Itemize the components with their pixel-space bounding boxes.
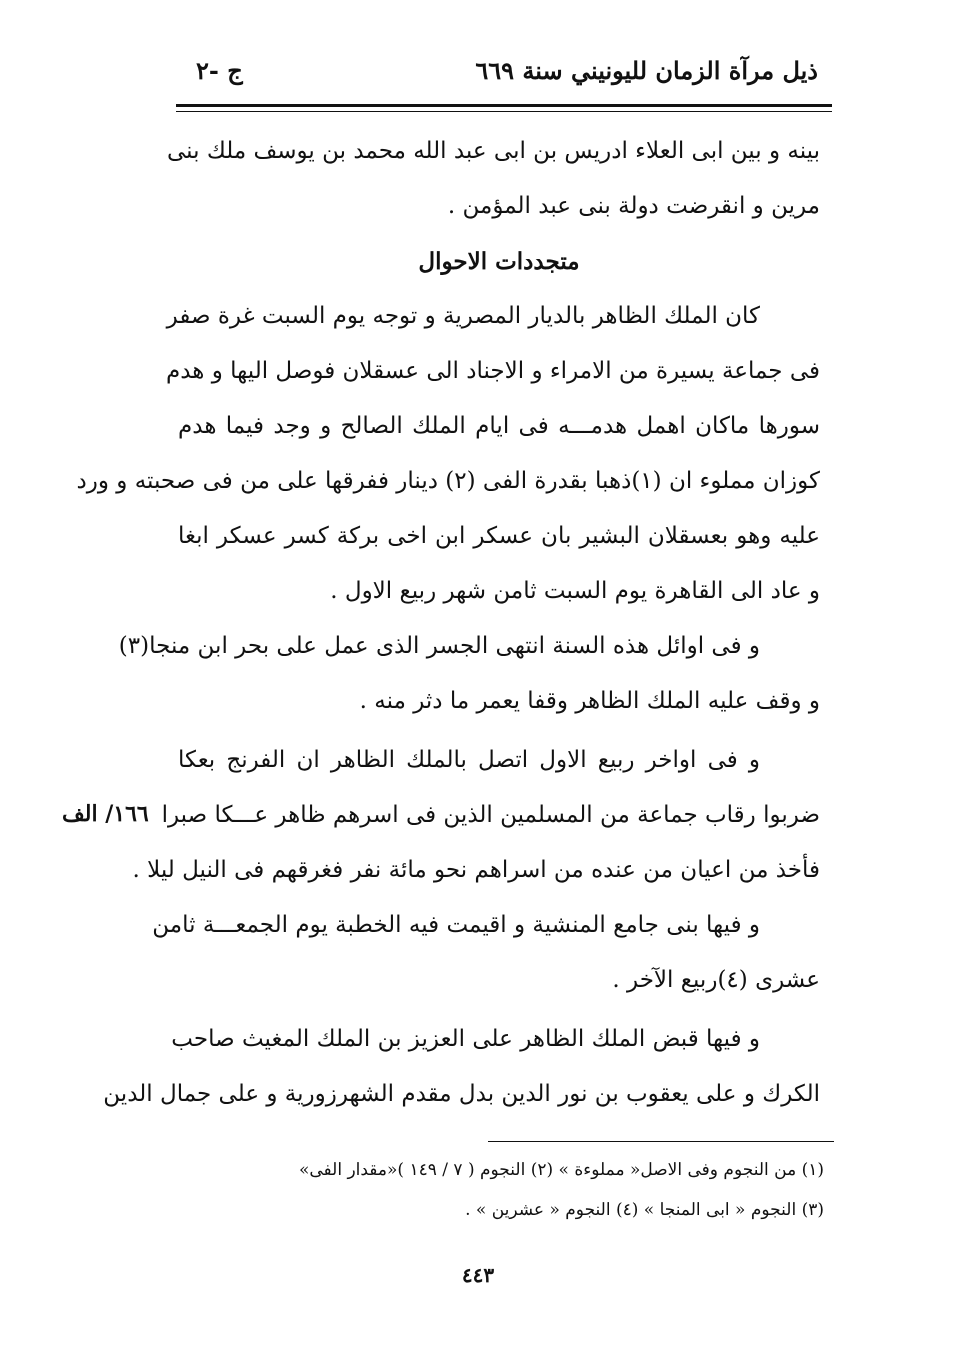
text-line: و فيها قبض الملك الظاهر على العزيز بن الملك المغيث صاحب [171, 1026, 760, 1052]
section-heading: متجددات الاحوال [418, 248, 580, 275]
text-line: عشرى (٤)ربيع الآخر . [612, 967, 820, 993]
text-line: و فى اوائل هذه السنة انتهى الجسر الذى عمل على بحر ابن منجا(٣) [118, 633, 760, 659]
running-header [178, 56, 818, 100]
text-line: بينه و بين ابى العلاء ادريس بن ابى عبد الله محمد بن يوسف ملك بنى [167, 138, 820, 164]
text-line: و وقف عليه الملك الظاهر وقفا يعمر ما دثر منه . [359, 688, 820, 714]
text-line: الكرك و على يعقوب بن نور الدين بدل مقدم الشهرزورية و على جمال الدين [103, 1081, 820, 1107]
text-line: فى جماعة يسيرة من الامراء و الاجناد الى عسقلان فوصل اليها و هدم [165, 358, 820, 384]
header-rule-thin [176, 111, 832, 112]
text-line: كوزان مملوء ان (١)ذهبا بقدرة الفى (٢) دينار ففرقها على من فى صحبته و ورد [76, 468, 820, 494]
header-title: ذيل مرآة الزمان لليونيني سنة ٦٦٩ [475, 56, 818, 85]
page-number: ٤٤٣ [461, 1263, 495, 1287]
text-line: و عاد الى القاهرة يوم السبت ثامن شهر ربيع الاول . [330, 578, 820, 604]
text-line: عليه وهو بعسقلان البشير بان عسكر ابن اخى بركة كسر عسكر ابغا [178, 523, 820, 549]
folio-margin-note: ١٦٦/ الف [62, 801, 149, 827]
header-rule [176, 104, 832, 107]
footnote: (٣) النجوم « ابى المنجا » (٤) النجوم « عشرين » . [465, 1200, 824, 1220]
text-line: مرين و انقرضت دولة بنى عبد المؤمن . [447, 193, 820, 219]
footnotes [178, 1150, 824, 1230]
header-volume: ج -٢ [196, 56, 243, 85]
text-line: سورها ماكان اهمل هدمـــه فى ايام الملك الصالح و وجد فيما هدم [178, 413, 820, 439]
text-line: فأخذ من اعيان من عنده من اسراهم نحو مائة نفر فغرقهم فى النيل ليلا . [132, 857, 820, 883]
text-line: و فيها بنى جامع المنشية و اقيمت فيه الخطبة يوم الجمعـــة ثامن [152, 912, 760, 938]
footnote: (١) من النجوم وفى الاصل« مملوءة » (٢) النجوم ( ٧ / ١٤٩ )«مقدار الفى» [298, 1160, 824, 1180]
text-line: و فى اواخر ربيع الاول اتصل بالملك الظاهر ان الفرنج بعكا [178, 747, 760, 773]
footnote-rule [488, 1141, 834, 1142]
text-line: كان الملك الظاهر بالديار المصرية و توجه يوم السبت غرة صفر [166, 303, 760, 329]
text-line: ضربوا رقاب جماعة من المسلمين الذين فى اسرهم ظاهر عـــكا صبرا [161, 802, 820, 828]
